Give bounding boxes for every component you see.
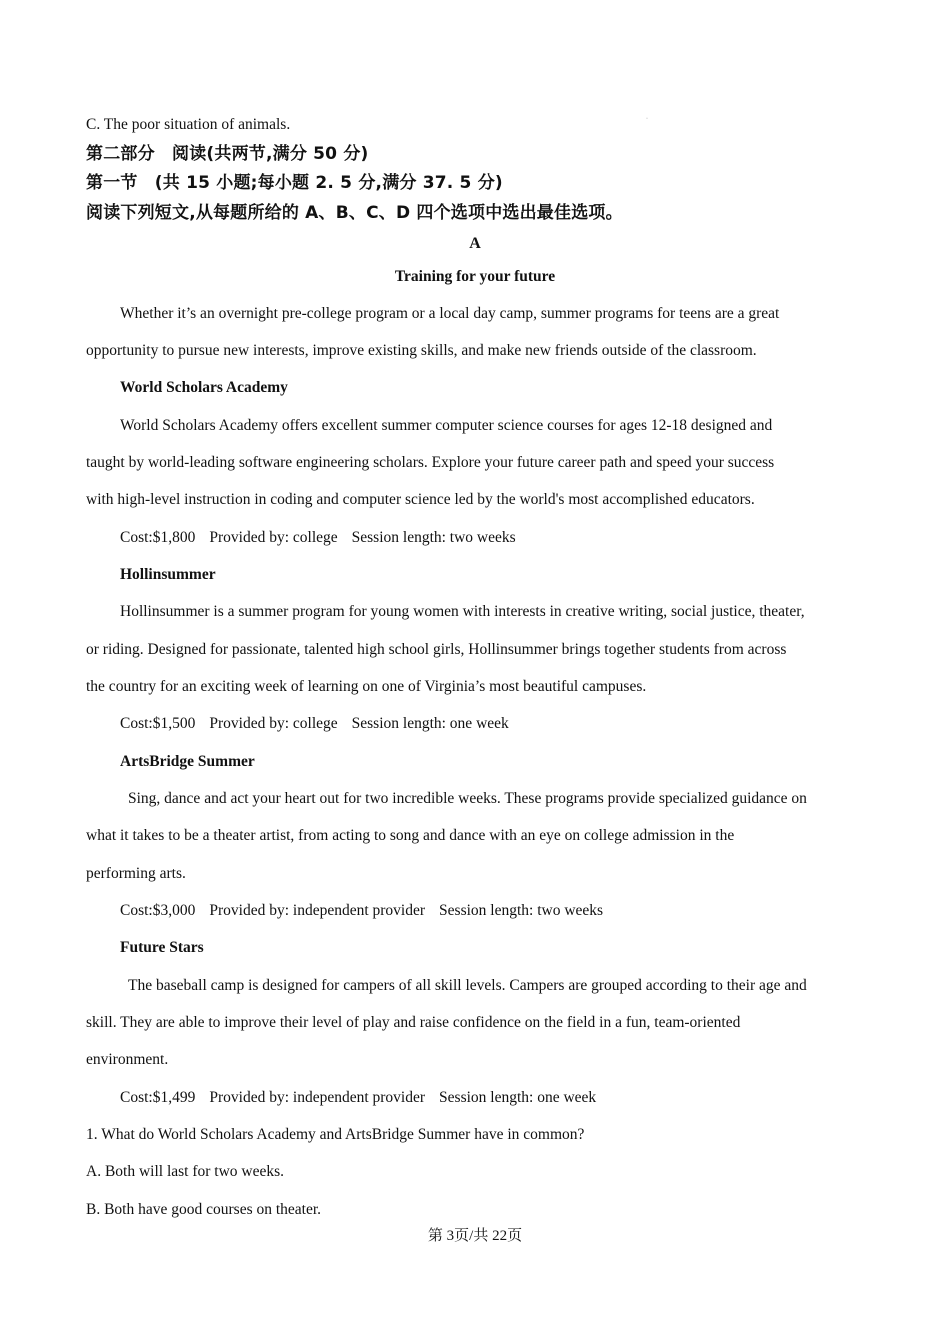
program-details: [120, 901, 603, 921]
program-desc-line: performing arts.: [86, 865, 186, 882]
program-name: Hollinsummer: [120, 566, 216, 583]
program-desc-line: World Scholars Academy offers excellent summer computer science courses for ages 12-18 designed and: [120, 417, 773, 434]
program-desc-line: or riding. Designed for passionate, talented high school girls, Hollinsummer brings together students from across: [86, 641, 787, 658]
program-details: [120, 714, 509, 734]
program-desc-line: Hollinsummer is a summer program for young women with interests in creative writing, social justice, theater,: [120, 603, 805, 620]
program-desc-line: environment.: [86, 1051, 169, 1068]
section-title: 第二部分 阅读(共两节,满分 50 分): [86, 144, 369, 164]
program-session: Session length: one week: [351, 715, 509, 732]
program-details: [120, 1088, 596, 1108]
program-desc-line: with high-level instruction in coding and computer science led by the world's most accomplished educators.: [86, 491, 755, 508]
program-session: Session length: one week: [439, 1089, 597, 1106]
program-name: ArtsBridge Summer: [120, 753, 255, 770]
program-name: World Scholars Academy: [120, 379, 288, 396]
question-option-b: B. Both have good courses on theater.: [86, 1201, 322, 1218]
passage-title: Training for your future: [394, 268, 556, 285]
instructions: 阅读下列短文,从每题所给的 A、B、C、D 四个选项中选出最佳选项。: [86, 203, 623, 223]
program-provider: Provided by: independent provider: [209, 902, 426, 919]
program-desc-line: taught by world-leading software engineering scholars. Explore your future career path and speed your success: [86, 454, 775, 471]
intro-line: Whether it’s an overnight pre-college program or a local day camp, summer programs for teens are a great: [120, 305, 780, 322]
program-cost: Cost:$1,800: [120, 529, 196, 546]
program-desc-line: skill. They are able to improve their level of play and raise confidence on the field in a fun, team-oriented: [86, 1014, 741, 1031]
intro-line: opportunity to pursue new interests, improve existing skills, and make new friends outside of the classroom.: [86, 342, 757, 359]
program-cost: Cost:$1,499: [120, 1089, 196, 1106]
program-details: [120, 528, 516, 548]
program-desc-line: Sing, dance and act your heart out for two incredible weeks. These programs provide specialized guidance on: [128, 790, 807, 807]
program-name: Future Stars: [120, 939, 204, 956]
question-stem: 1. What do World Scholars Academy and ArtsBridge Summer have in common?: [86, 1126, 585, 1143]
scan-speck: ·: [646, 116, 648, 122]
prev-option-c: C. The poor situation of animals.: [86, 116, 291, 133]
page-footer: 第 3页/共 22页: [427, 1228, 523, 1244]
subsection-title: 第一节 (共 15 小题;每小题 2. 5 分,满分 37. 5 分): [86, 173, 503, 193]
program-session: Session length: two weeks: [351, 529, 516, 546]
question-option-a: A. Both will last for two weeks.: [86, 1163, 285, 1180]
program-cost: Cost:$3,000: [120, 902, 196, 919]
program-desc-line: the country for an exciting week of learning on one of Virginia’s most beautiful campuses.: [86, 678, 647, 695]
program-desc-line: The baseball camp is designed for campers of all skill levels. Campers are grouped according to their age and: [128, 977, 807, 994]
program-cost: Cost:$1,500: [120, 715, 196, 732]
passage-letter: A: [469, 235, 481, 252]
program-provider: Provided by: college: [209, 715, 338, 732]
program-provider: Provided by: independent provider: [209, 1089, 426, 1106]
program-desc-line: what it takes to be a theater artist, from acting to song and dance with an eye on college admission in the: [86, 827, 735, 844]
program-provider: Provided by: college: [209, 529, 338, 546]
program-session: Session length: two weeks: [439, 902, 604, 919]
